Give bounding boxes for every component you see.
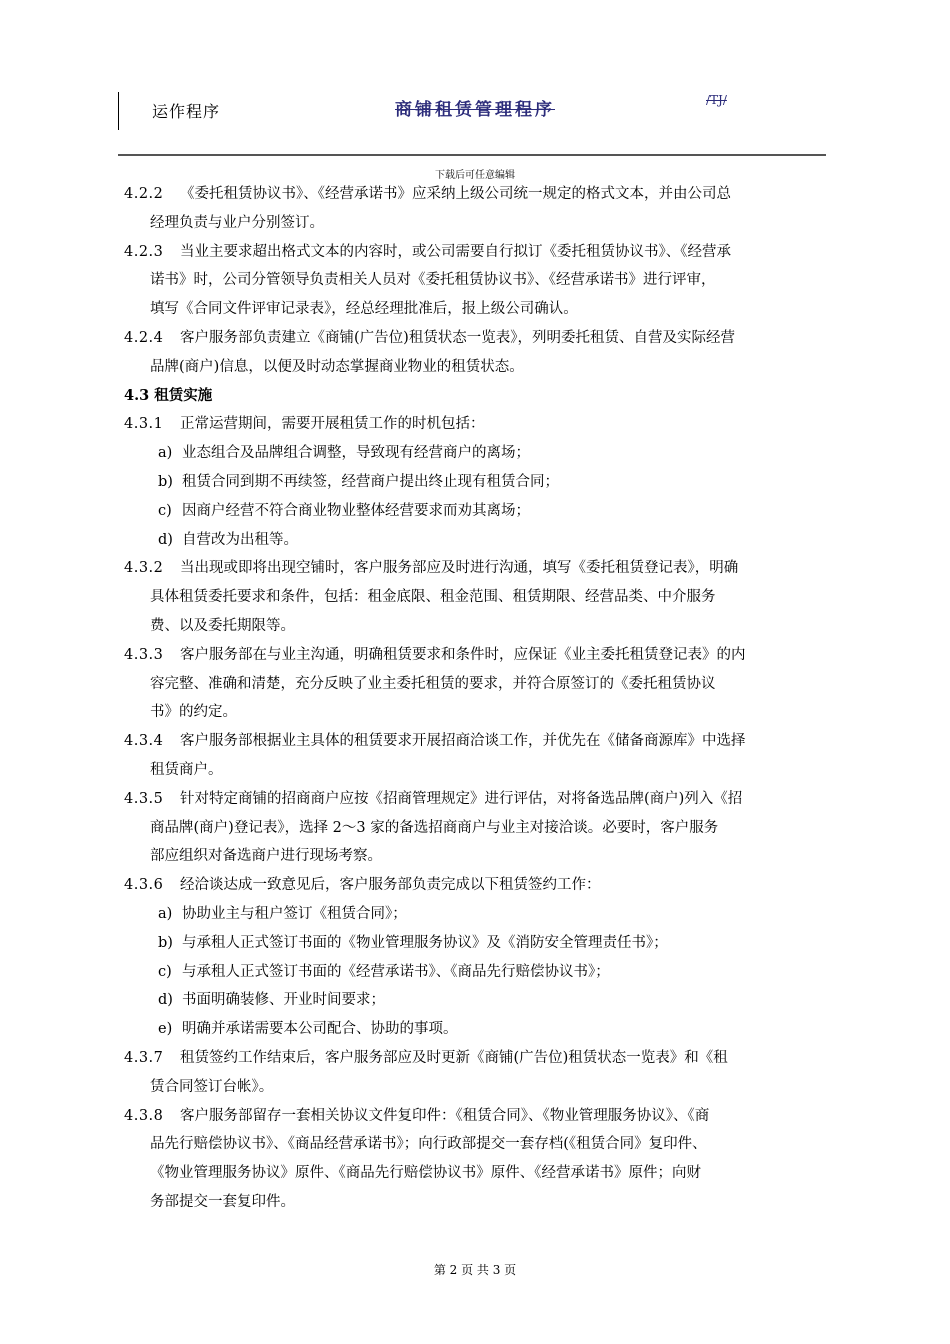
list-item-label: b) [158, 473, 173, 490]
clause-text: 客户服务部根据业主具体的租赁要求开展招商洽谈工作，并优先在《储备商源库》中选择 [180, 733, 746, 750]
clause-text: 客户服务部留存一套相关协议文件复印件：《租赁合同》、《物业管理服务协议》、《商 [180, 1107, 710, 1124]
clause-continuation: 《物业管理服务协议》原件、《商品先行赔偿协议书》原件、《经营承诺书》原件；向财 [150, 1165, 701, 1182]
clause-continuation: 商品牌(商户)登记表》，选择 2～3 家的备选招商商户与业主对接洽谈。必要时，客户服务 [150, 819, 719, 836]
clause-continuation: 费、以及委托期限等。 [150, 617, 295, 634]
clause-text: 当业主要求超出格式文本的内容时，或公司需要自行拟订《委托租赁协议书》、《经营承 [180, 243, 731, 260]
section-heading: 4.3 租赁实施 [124, 386, 213, 404]
clause-continuation: 租赁商户。 [150, 761, 223, 778]
list-item-text: 协助业主与租户签订《租赁合同》； [182, 905, 407, 922]
list-item-label: c) [158, 502, 172, 519]
list-item-label: a) [158, 905, 173, 922]
list-item-text: 业态组合及品牌组合调整，导致现有经营商户的离场； [182, 445, 530, 462]
clause-number: 4.2.4 [124, 329, 164, 346]
list-item [124, 497, 830, 526]
clause-text: 租赁签约工作结束后，客户服务部应及时更新《商铺(广告位)租赁状态一览表》和《租 [180, 1049, 728, 1066]
clause-number: 4.3.1 [124, 416, 164, 433]
clause-continuation: 经理负责与业户分别签订。 [150, 214, 324, 231]
list-item-text: 书面明确装修、开业时间要求； [182, 992, 385, 1009]
clause-continuation: 书》的约定。 [150, 704, 237, 721]
list-item [124, 986, 830, 1015]
clause-continuation: 务部提交一套复印件。 [150, 1193, 295, 1210]
clause-text: 正常运营期间，需要开展租赁工作的时机包括： [180, 416, 485, 433]
header-rule [118, 154, 826, 156]
download-note: 下载后可任意编辑 [435, 170, 515, 181]
clause-continuation: 具体租赁委托要求和条件，包括：租金底限、租金范围、租赁期限、经营品类、中介服务 [150, 589, 716, 606]
list-item-text: 自营改为出租等。 [182, 531, 298, 548]
clause-text: 客户服务部在与业主沟通，明确租赁要求和条件时，应保证《业主委托租赁登记表》的内 [180, 646, 746, 663]
list-item-text: 明确并承诺需要本公司配合、协助的事项。 [182, 1021, 458, 1038]
clause-text: 客户服务部负责建立《商铺(广告位)租赁状态一览表》，列明委托租赁、自营及实际经营 [180, 329, 736, 346]
list-item [124, 929, 830, 958]
clause-4-2-3 [124, 238, 830, 267]
clause-4-3-5 [124, 785, 830, 814]
clause-continuation: 部应组织对备选商户进行现场考察。 [150, 848, 382, 865]
clause-continuation: 填写《合同文件评审记录表》，经总经理批准后，报上级公司确认。 [150, 301, 578, 318]
list-item-text: 与承租人正式签订书面的《物业管理服务协议》及《消防安全管理责任书》； [182, 934, 668, 951]
clause-continuation: 品先行赔偿协议书》、《商品经营承诺书》；向行政部提交一套存档(《租赁合同》复印件、 [150, 1136, 707, 1153]
clause-number: 4.3.5 [124, 790, 164, 807]
clause-4-3-8 [124, 1102, 830, 1131]
list-item [124, 526, 830, 555]
clause-number: 4.3.3 [124, 646, 164, 663]
list-item [124, 900, 830, 929]
clause-text: 当出现或即将出现空铺时，客户服务部应及时进行沟通，填写《委托租赁登记表》，明确 [180, 560, 739, 577]
list-item-label: b) [158, 934, 173, 951]
document-body [124, 180, 830, 1217]
list-item-text: 租赁合同到期不再续签，经营商户提出终止现有租赁合同； [182, 473, 559, 490]
clause-number: 4.2.2 [124, 186, 164, 202]
list-item-text: 与承租人正式签订书面的《经营承诺书》、《商品先行赔偿协议书》； [182, 963, 610, 980]
page-footer: 第 2 页 共 3 页 [433, 1263, 517, 1277]
clause-continuation: 诺书》时，公司分管领导负责相关人员对《委托租赁协议书》、《经营承诺书》进行评审， [150, 272, 716, 289]
list-item-label: d) [158, 992, 173, 1009]
header-left-title: 运作程序 [152, 102, 221, 121]
clause-number: 4.3.7 [124, 1049, 164, 1066]
clause-number: 4.3.2 [124, 560, 164, 577]
clause-text: 《委托租赁协议书》、《经营承诺书》应采纳上级公司统一规定的格式文本，并由公司总 [180, 186, 731, 202]
clause-4-3-4 [124, 727, 830, 756]
clause-number: 4.3.6 [124, 877, 164, 894]
clause-4-2-2 [124, 180, 830, 209]
list-item-label: c) [158, 963, 172, 980]
clause-number: 4.3.4 [124, 733, 164, 750]
list-item [124, 468, 830, 497]
header-document-title: 商铺租赁管理程序 [395, 100, 555, 120]
clause-4-3-2 [124, 554, 830, 583]
clause-4-3-1 [124, 410, 830, 439]
clause-continuation: 品牌(商户)信息，以便及时动态掌握商业物业的租赁状态。 [150, 358, 524, 375]
list-item-label: a) [158, 445, 173, 462]
clause-4-3-7 [124, 1044, 830, 1073]
header-divider [118, 92, 119, 130]
list-item-text: 因商户经营不符合商业物业整体经营要求而劝其离场； [182, 502, 530, 519]
clause-text: 针对特定商铺的招商商户应按《招商管理规定》进行评估，对将备选品牌(商户)列入《招 [180, 790, 743, 807]
list-item [124, 958, 830, 987]
clause-number: 4.3.8 [124, 1107, 164, 1124]
clause-text: 经洽谈达成一致意见后，客户服务部负责完成以下租赁签约工作： [180, 877, 601, 894]
clause-continuation: 容完整、准确和清楚，充分反映了业主委托租赁的要求，并符合原签订的《委托租赁协议 [150, 675, 716, 692]
clause-number: 4.2.3 [124, 243, 164, 260]
list-item [124, 439, 830, 468]
header-document-code: /TJ/ [706, 93, 727, 107]
clause-4-3-6 [124, 871, 830, 900]
list-item [124, 1015, 830, 1044]
list-item-label: d) [158, 531, 173, 548]
clause-4-2-4 [124, 324, 830, 353]
clause-continuation: 赁合同签订台帐》。 [150, 1078, 274, 1095]
clause-4-3-3 [124, 641, 830, 670]
list-item-label: e) [158, 1021, 173, 1038]
